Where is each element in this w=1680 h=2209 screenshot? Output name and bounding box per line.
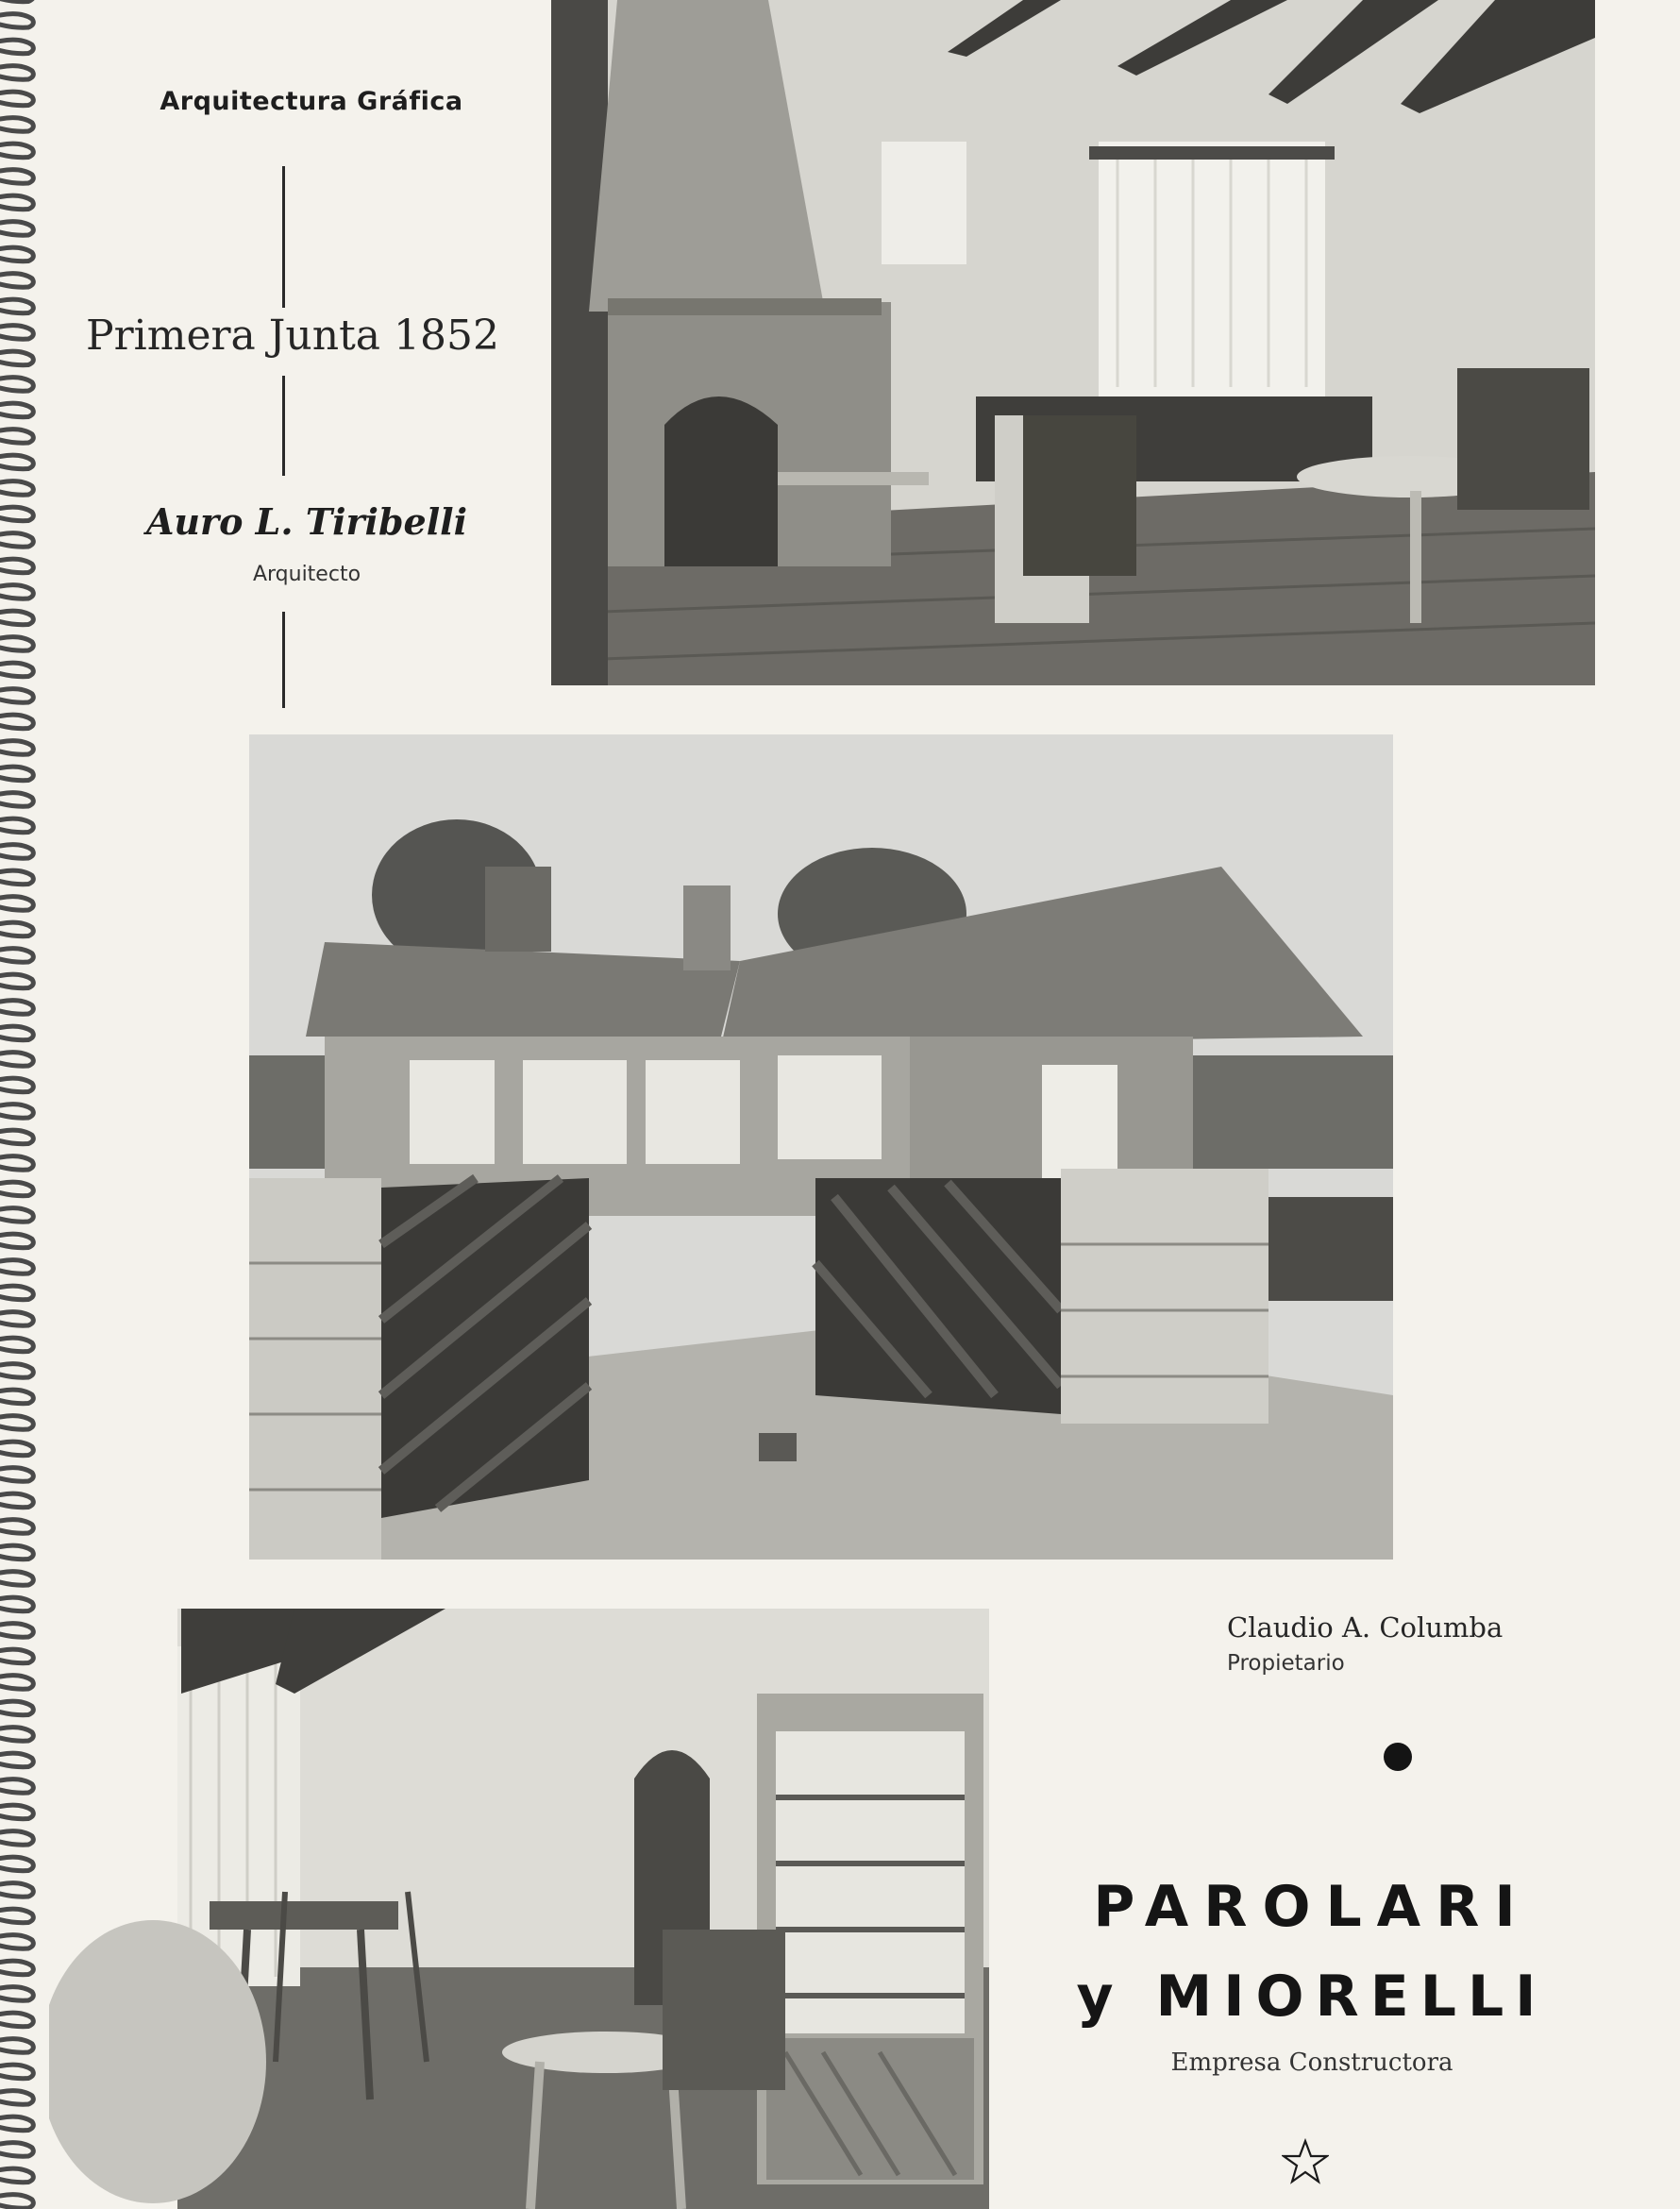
divider-line-bottom bbox=[282, 612, 285, 708]
photo-dining-room bbox=[49, 1609, 989, 2209]
filled-circle-icon bbox=[1384, 1743, 1412, 1771]
builder-name-line2: y MIORELLI bbox=[1076, 1964, 1548, 2030]
divider-line-top bbox=[282, 166, 285, 308]
architect-name: Auro L. Tiribelli bbox=[145, 500, 468, 543]
architect-role: Arquitecto bbox=[252, 563, 361, 586]
owner-role: Propietario bbox=[1227, 1651, 1345, 1676]
spiral-binding bbox=[0, 0, 42, 2209]
photo-house-exterior bbox=[249, 734, 1393, 1560]
divider-line-middle bbox=[282, 376, 285, 476]
brand-title: Arquitectura Gráfica bbox=[160, 87, 463, 116]
address-text: Primera Junta 1852 bbox=[57, 312, 529, 360]
photo-living-room bbox=[551, 0, 1595, 685]
builder-name-line1: PAROLARI bbox=[1093, 1874, 1531, 1940]
owner-name: Claudio A. Columba bbox=[1227, 1611, 1504, 1644]
outline-star-icon bbox=[1282, 2138, 1329, 2185]
builder-role: Empresa Constructora bbox=[1170, 2049, 1453, 2077]
